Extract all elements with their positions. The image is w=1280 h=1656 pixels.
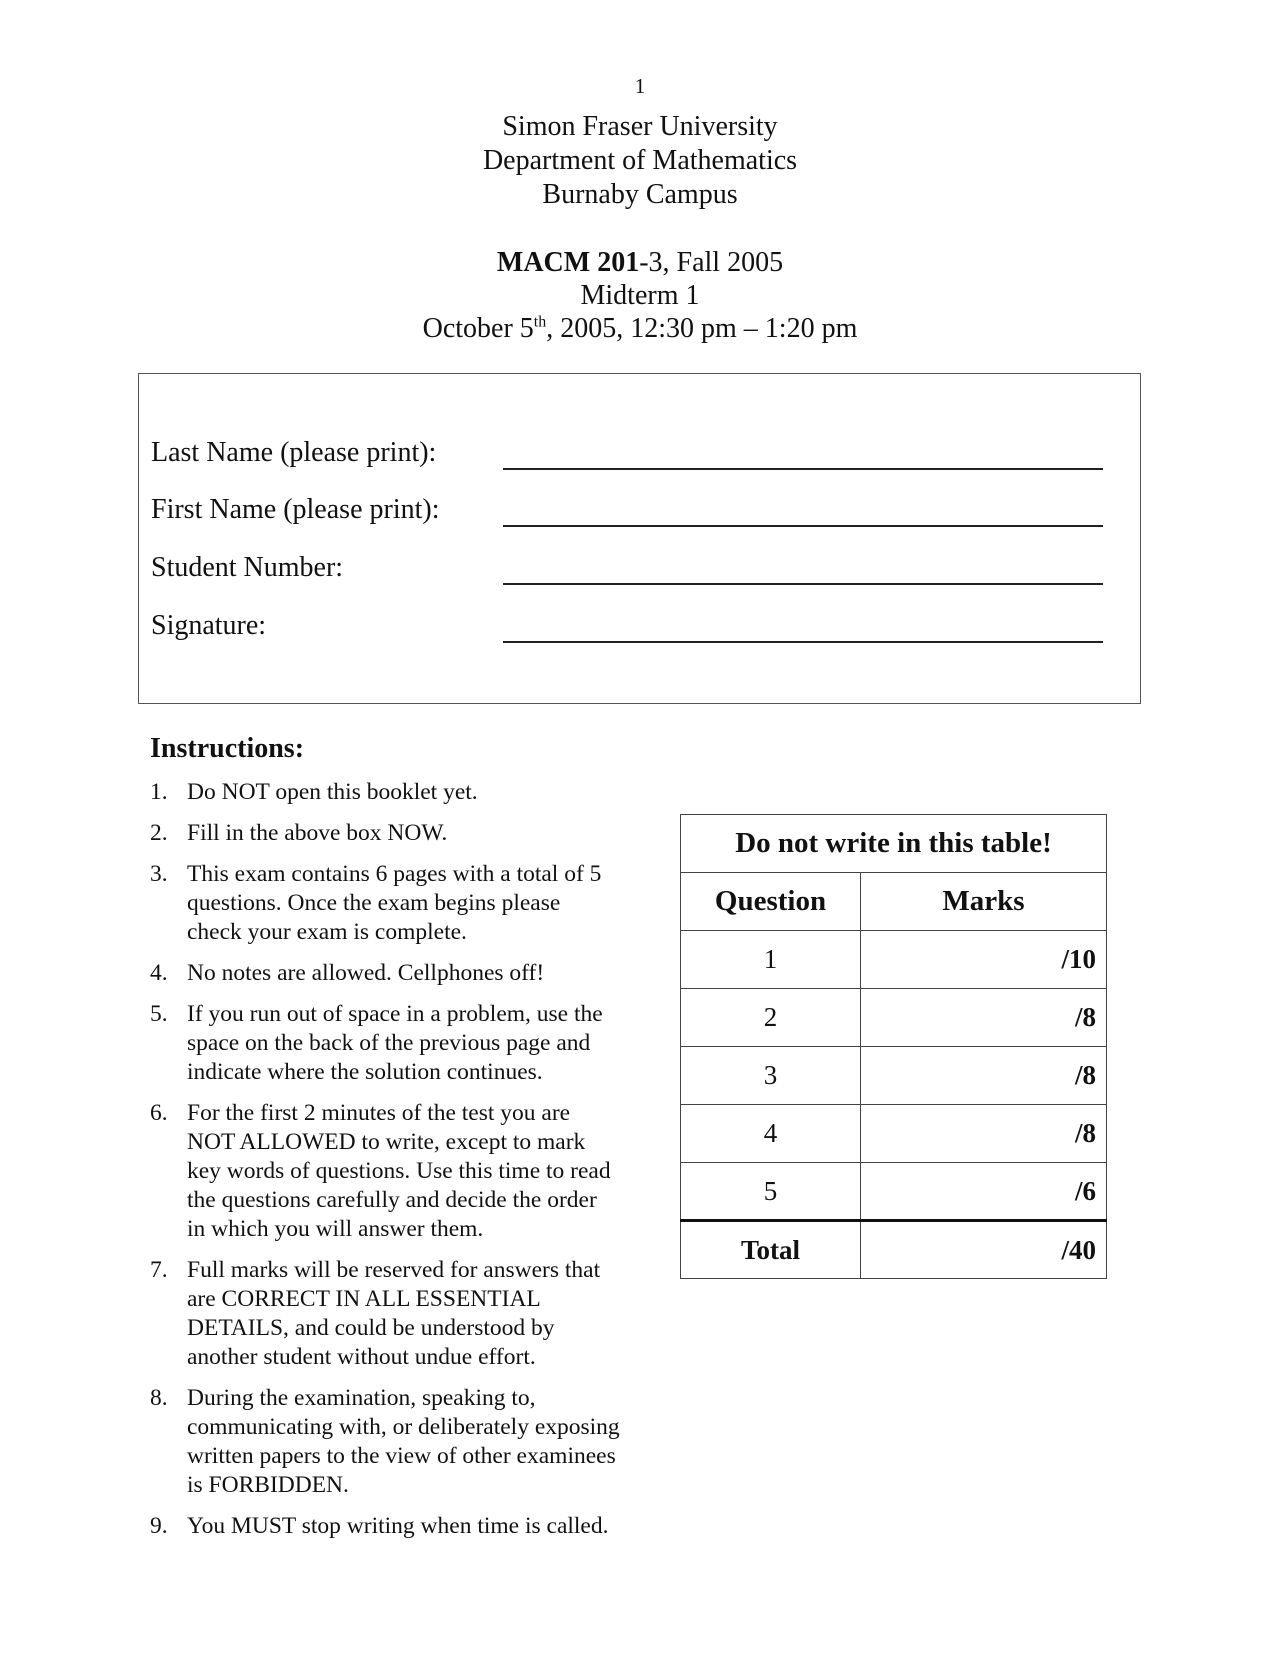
exam-type: Midterm 1 [580,280,700,311]
signature-label: Signature: [151,610,267,641]
question-cell: 1 [681,931,861,989]
marks-cell: /8 [861,1105,1107,1163]
instruction-text: If you run out of space in a problem, use the space on the back of the previous page and indicate where the solution continues. [187,1001,603,1085]
student-number-row [151,552,1131,588]
marks-column-header: Marks [861,873,1107,931]
instruction-item [150,959,620,988]
instruction-item [150,1256,620,1372]
first-name-label: First Name (please print): [151,494,440,525]
table-row [681,931,1107,989]
institution-header [0,110,1280,212]
instruction-item [150,860,620,947]
student-number-field[interactable] [503,552,1103,585]
question-cell: 3 [681,1047,861,1105]
exam-date-line [0,312,1280,345]
first-name-row [151,494,1131,530]
instructions-title: Instructions: [150,733,305,764]
instruction-number: 3. [150,861,168,887]
instruction-number: 5. [150,1001,168,1027]
last-name-field[interactable] [503,437,1103,470]
instruction-text: No notes are allowed. Cellphones off! [187,960,545,986]
marks-cell: /8 [861,989,1107,1047]
marks-table-title: Do not write in this table! [681,815,1107,873]
instruction-text: For the first 2 minutes of the test you are NOT ALLOWED to write, except to mark key words of questions. Use this time to read the questions carefully and decide the order in which you will answer them. [187,1100,611,1242]
total-row [681,1221,1107,1279]
instruction-number: 8. [150,1385,168,1411]
campus-name: Burnaby Campus [542,179,738,210]
instruction-item [150,1384,620,1500]
exam-date-rest: , 2005, 12:30 pm – 1:20 pm [546,313,858,344]
instruction-text: You MUST stop writing when time is called. [187,1513,609,1539]
exam-header [0,246,1280,345]
instruction-text: Fill in the above box NOW. [187,820,448,846]
instruction-item [150,1099,620,1244]
instruction-item [150,778,620,807]
course-code: MACM 201 [496,247,640,278]
student-number-label: Student Number: [151,552,344,583]
marks-cell: /10 [861,931,1107,989]
instruction-number: 6. [150,1100,168,1126]
table-row [681,989,1107,1047]
instruction-text: During the examination, speaking to, communicating with, or deliberately exposing written papers to the view of other examinees is FORBIDDEN. [187,1385,620,1498]
total-marks: /40 [861,1221,1107,1279]
last-name-row [151,437,1131,473]
marks-table [680,814,1107,1279]
instructions-list [150,778,620,1553]
instruction-item [150,819,620,848]
marks-table-header-row [681,873,1107,931]
instruction-text: This exam contains 6 pages with a total of 5 questions. Once the exam begins please check your exam is complete. [187,861,602,945]
instruction-item [150,1512,620,1541]
table-row [681,1163,1107,1221]
instruction-number: 4. [150,960,168,986]
marks-cell: /6 [861,1163,1107,1221]
last-name-label: Last Name (please print): [151,437,437,468]
instruction-text: Full marks will be reserved for answers that are CORRECT IN ALL ESSENTIAL DETAILS, and could be understood by another student without undue effort. [187,1257,601,1370]
instruction-number: 9. [150,1513,168,1539]
exam-date-ordinal: th [533,313,547,331]
instruction-text: Do NOT open this booklet yet. [187,779,478,805]
course-line [0,246,1280,279]
first-name-field[interactable] [503,494,1103,527]
question-cell: 4 [681,1105,861,1163]
question-cell: 2 [681,989,861,1047]
signature-field[interactable] [503,610,1103,643]
table-row [681,1047,1107,1105]
signature-row [151,610,1131,646]
question-cell: 5 [681,1163,861,1221]
course-term: -3, Fall 2005 [639,247,784,278]
instruction-number: 7. [150,1257,168,1283]
exam-date-prefix: October 5 [422,313,534,344]
university-name: Simon Fraser University [502,111,778,142]
instruction-item [150,1000,620,1087]
marks-cell: /8 [861,1047,1107,1105]
page-number: 1 [634,74,646,98]
instruction-number: 2. [150,820,168,846]
total-label: Total [681,1221,861,1279]
instruction-number: 1. [150,779,168,805]
student-info-box [138,373,1141,704]
table-row [681,1105,1107,1163]
marks-table-title-row [681,815,1107,873]
question-column-header: Question [681,873,861,931]
department-name: Department of Mathematics [482,145,798,176]
